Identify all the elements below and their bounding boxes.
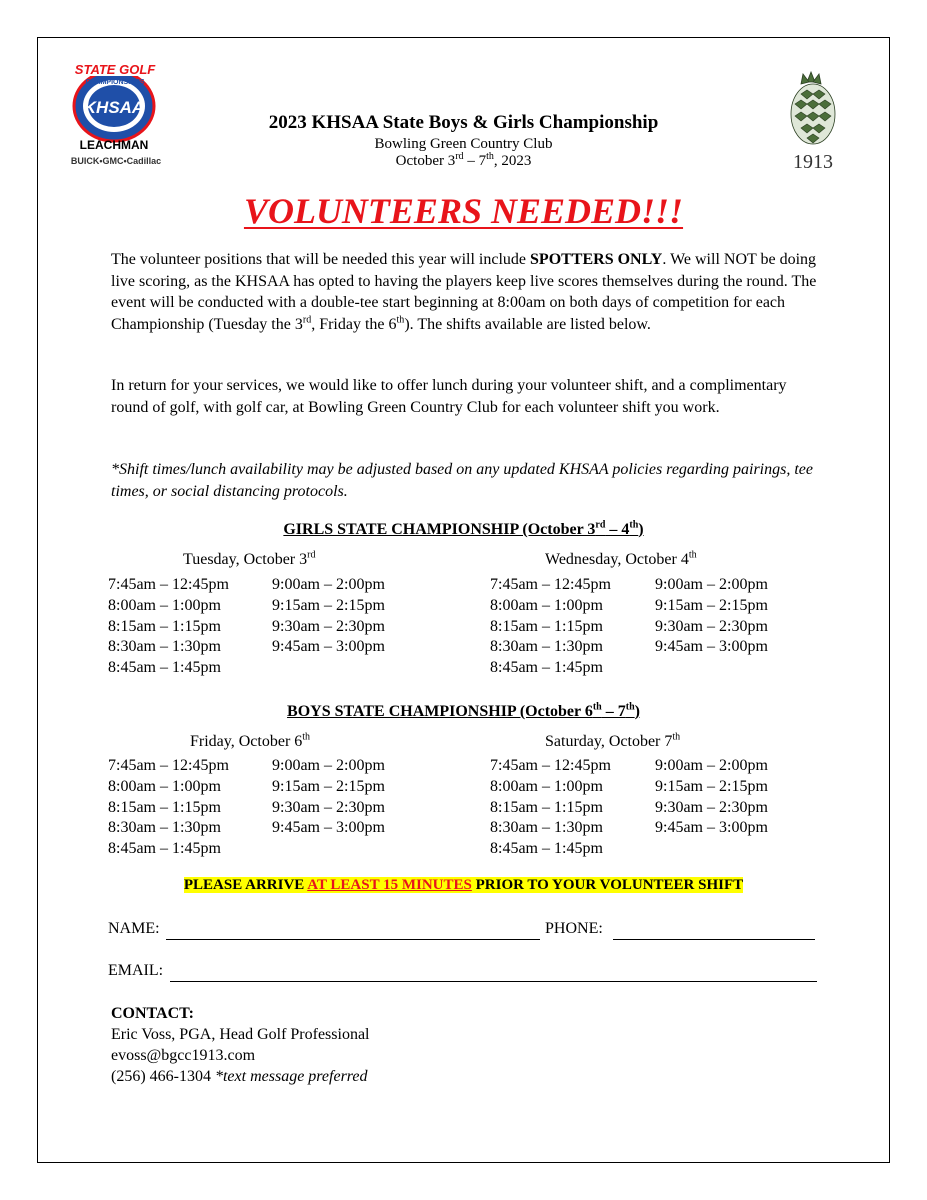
contact-email[interactable]: evoss@bgcc1913.com: [111, 1047, 256, 1064]
arrival-notice: PLEASE ARRIVE AT LEAST 15 MINUTES PRIOR TO YOUR VOLUNTEER SHIFT: [183, 877, 744, 893]
contact-phone: (256) 466-1304 *text message preferred: [111, 1068, 368, 1085]
venue-name: Bowling Green Country Club: [374, 136, 553, 152]
girls-day1-heading: Tuesday, October 3rd: [183, 549, 316, 568]
logo-badge-text: KHSAA: [83, 98, 145, 117]
shift-slot: 9:15am – 2:15pm: [272, 777, 385, 795]
shift-slot: 8:30am – 1:30pm: [108, 638, 221, 656]
contact-name: Eric Voss, PGA, Head Golf Professional: [111, 1026, 370, 1043]
shift-slot: 8:15am – 1:15pm: [490, 798, 603, 816]
boys-day2-heading: Saturday, October 7th: [545, 731, 681, 750]
shift-slot: 8:15am – 1:15pm: [490, 617, 603, 635]
shift-slot: 9:00am – 2:00pm: [655, 757, 768, 774]
girls-day2-col-b: [655, 575, 768, 658]
email-field[interactable]: [170, 981, 817, 982]
girls-day2-col-a: [490, 575, 611, 679]
shift-slot: 7:45am – 12:45pm: [490, 576, 611, 593]
intro-paragraph: The volunteer positions that will be needed this year will include SPOTTERS ONLY. We will NOT be doing live scoring, as the KHSAA has opted to having the players keep live scores themselves during the round. The event will be conducted with a double-tee start beginning at 8:00am on both days of competition for each Championship (Tuesday the 3rd, Friday the 6th). The shifts available are listed below.: [111, 251, 817, 333]
shift-slot: 9:45am – 3:00pm: [272, 638, 385, 656]
shift-slot: 8:15am – 1:15pm: [108, 617, 221, 635]
logo-year: 1913: [793, 151, 833, 173]
shift-slot: 8:00am – 1:00pm: [490, 596, 603, 614]
shift-slot: 8:45am – 1:45pm: [108, 659, 221, 677]
shift-slot: 8:00am – 1:00pm: [108, 596, 221, 614]
shift-slot: 7:45am – 12:45pm: [108, 576, 229, 593]
shift-slot: 8:45am – 1:45pm: [108, 840, 221, 858]
event-title: 2023 KHSAA State Boys & Girls Championship: [268, 112, 659, 133]
shift-slot: 7:45am – 12:45pm: [108, 757, 229, 774]
shift-slot: 8:30am – 1:30pm: [490, 638, 603, 656]
boys-day1-col-a: [108, 756, 229, 860]
boys-section-title: BOYS STATE CHAMPIONSHIP (October 6th – 7th): [287, 701, 640, 720]
shift-slot: 8:45am – 1:45pm: [490, 659, 603, 677]
shift-slot: 8:45am – 1:45pm: [490, 840, 603, 858]
shift-slot: 9:45am – 3:00pm: [272, 819, 385, 837]
shift-slot: 8:30am – 1:30pm: [108, 819, 221, 837]
services-paragraph: In return for your services, we would like to offer lunch during your volunteer shift, and a complimentary round of golf, with golf car, at Bowling Green Country Club for each volunteer shift you work.: [111, 377, 787, 416]
logo-sponsor-text: LEACHMAN: [79, 138, 149, 152]
shift-slot: 9:30am – 2:30pm: [655, 617, 768, 635]
shift-slot: 8:30am – 1:30pm: [490, 819, 603, 837]
name-label: NAME:: [108, 920, 160, 937]
email-label: EMAIL:: [108, 962, 164, 979]
volunteers-banner: VOLUNTEERS NEEDED!!!: [243, 191, 684, 231]
boys-day2-col-a: [490, 756, 611, 860]
shift-slot: 8:15am – 1:15pm: [108, 798, 221, 816]
phone-note: *text message preferred: [214, 1068, 368, 1085]
logo-sub-text: CHAMPIONSHIPS: [85, 79, 145, 86]
shift-slot: 8:00am – 1:00pm: [490, 777, 603, 795]
contact-heading: CONTACT:: [111, 1005, 194, 1022]
shift-slot: 9:45am – 3:00pm: [655, 638, 768, 656]
name-field[interactable]: [166, 939, 540, 940]
boys-day1-col-b: [272, 756, 385, 839]
shift-slot: 9:15am – 2:15pm: [272, 596, 385, 614]
phone-field[interactable]: [613, 939, 815, 940]
girls-day1-col-a: [108, 575, 229, 679]
logo-top-text: STATE GOLF: [74, 62, 156, 77]
shift-slot: 9:45am – 3:00pm: [655, 819, 768, 837]
shift-slot: 9:00am – 2:00pm: [272, 757, 385, 774]
boys-day2-col-b: [655, 756, 768, 839]
shift-slot: 9:00am – 2:00pm: [655, 576, 768, 593]
girls-day2-heading: Wednesday, October 4th: [545, 549, 697, 568]
shift-slot: 9:00am – 2:00pm: [272, 576, 385, 593]
girls-day1-col-b: [272, 575, 385, 658]
disclaimer-paragraph: *Shift times/lunch availability may be adjusted based on any updated KHSAA policies regarding pairings, tee times, or social distancing protocols.: [111, 461, 813, 500]
shift-slot: 9:30am – 2:30pm: [272, 798, 385, 816]
phone-label: PHONE:: [545, 920, 603, 937]
shift-slot: 9:30am – 2:30pm: [655, 798, 768, 816]
shift-slot: 8:00am – 1:00pm: [108, 777, 221, 795]
shift-slot: 9:15am – 2:15pm: [655, 777, 768, 795]
shift-slot: 9:30am – 2:30pm: [272, 617, 385, 635]
girls-section-title: GIRLS STATE CHAMPIONSHIP (October 3rd – 4th): [283, 519, 644, 538]
event-dates: October 3rd – 7th, 2023: [395, 151, 532, 169]
logo-brands-text: BUICK•GMC•Cadillac: [70, 156, 162, 166]
shift-slot: 9:15am – 2:15pm: [655, 596, 768, 614]
shift-slot: 7:45am – 12:45pm: [490, 757, 611, 774]
boys-day1-heading: Friday, October 6th: [190, 731, 311, 750]
